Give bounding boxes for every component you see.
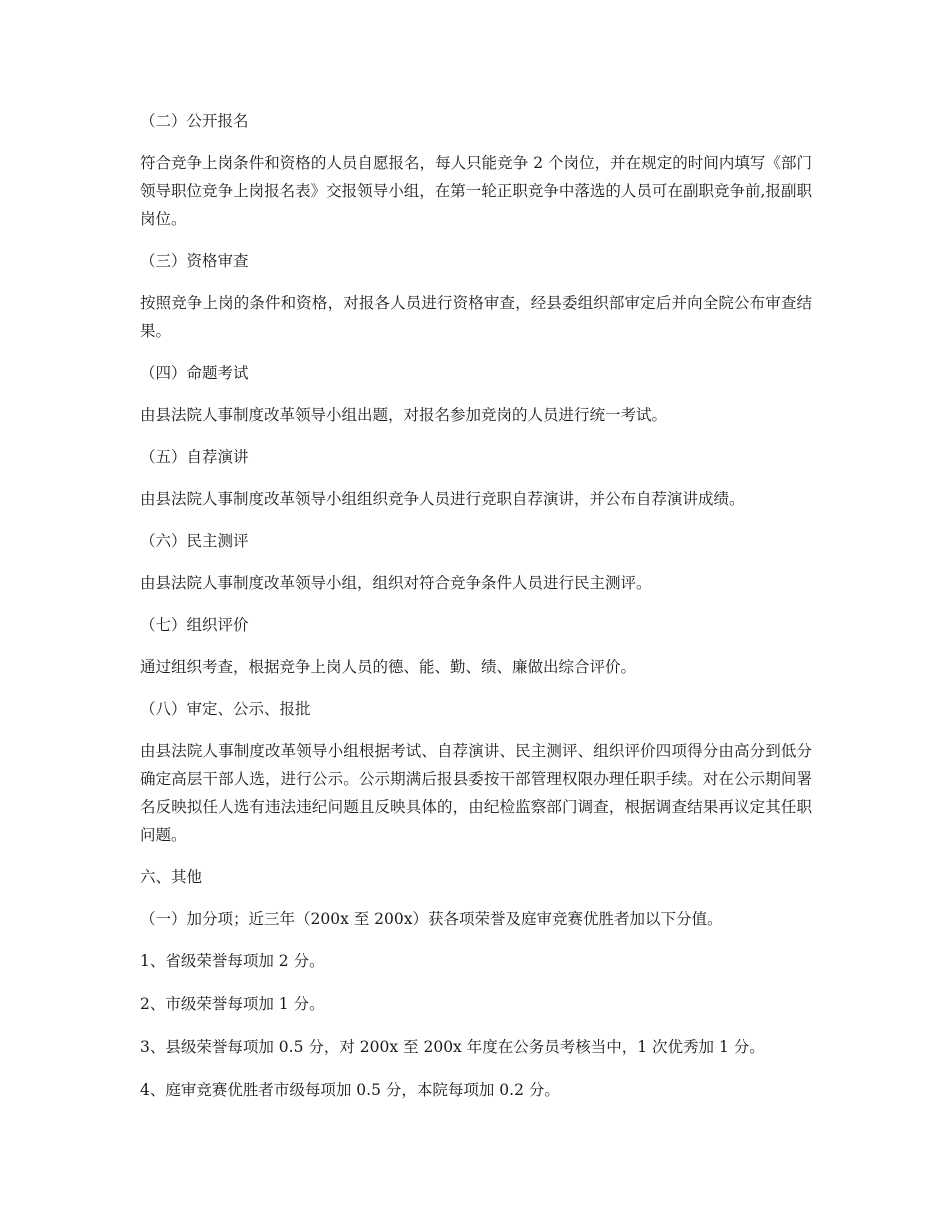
section-heading-organization-evaluation: （七）组织评价 [140,616,249,634]
paragraph-democratic-evaluation: 由县法院人事制度改革领导小组，组织对符合竞争条件人员进行民主测评。 [140,574,652,592]
section-heading-qualification-review: （三）资格审查 [140,252,249,270]
section-heading-other: 六、其他 [140,868,203,886]
paragraph-qualification-review: 按照竞争上岗的条件和资格，对报各人员进行资格审查，经县委组织部审定后并向全院公布审查结果。 [140,294,812,340]
paragraph-approval-publicity: 由县法院人事制度改革领导小组根据考试、自荐演讲、民主测评、组织评价四项得分由高分到低分确定高层干部人选，进行公示。公示期满后报县委按干部管理权限办理任职手续。对在公示期间署名反映拟任人选有违法违纪问题且反映具体的，由纪检监察部门调查，根据调查结果再议定其任职问题。 [140,742,812,844]
list-item-trial-competition: 4、庭审竞赛优胜者市级每项加 0.5 分，本院每项加 0.2 分。 [140,1081,560,1099]
section-heading-exam: （四）命题考试 [140,364,249,382]
section-heading-self-recommendation-speech: （五）自荐演讲 [140,448,249,466]
section-heading-approval-publicity: （八）审定、公示、报批 [140,700,311,718]
paragraph-public-registration: 符合竞争上岗条件和资格的人员自愿报名，每人只能竞争 2 个岗位，并在规定的时间内填写《部门领导职位竞争上岗报名表》交报领导小组，在第一轮正职竞争中落选的人员可在副职竞争前,报副职岗位。 [140,154,812,228]
paragraph-bonus-points: （一）加分项；近三年（200x 至 200x）获各项荣誉及庭审竞赛优胜者加以下分值。 [140,910,723,928]
document-body [140,107,812,1119]
section-heading-democratic-evaluation: （六）民主测评 [140,532,249,550]
list-item-provincial-honor: 1、省级荣誉每项加 2 分。 [140,952,325,970]
section-heading-public-registration: （二）公开报名 [140,112,249,130]
paragraph-self-recommendation-speech: 由县法院人事制度改革领导小组组织竞争人员进行竞职自荐演讲，并公布自荐演讲成绩。 [140,490,745,508]
list-item-city-honor: 2、市级荣誉每项加 1 分。 [140,995,325,1013]
paragraph-exam: 由县法院人事制度改革领导小组出题，对报名参加竞岗的人员进行统一考试。 [140,406,668,424]
paragraph-organization-evaluation: 通过组织考查，根据竞争上岗人员的德、能、勤、绩、廉做出综合评价。 [140,658,637,676]
list-item-county-honor: 3、县级荣誉每项加 0.5 分，对 200x 至 200x 年度在公务员考核当中，1 次优秀加 1 分。 [140,1038,765,1056]
